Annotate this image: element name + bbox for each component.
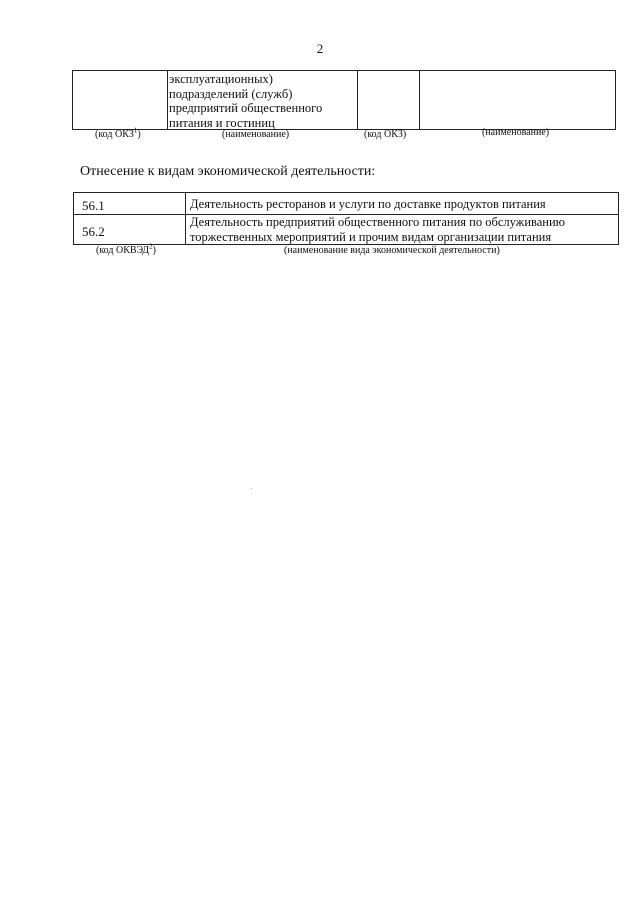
page-number: 2 (316, 41, 324, 56)
okz-column-divider (357, 71, 358, 129)
okved-column-divider (185, 193, 186, 244)
okved-activity-name: Деятельность ресторанов и услуги по доставке продуктов питания (190, 197, 546, 211)
okved-table (73, 192, 619, 245)
okved-code: 56.2 (82, 224, 105, 239)
okz-column-divider (167, 71, 168, 129)
okz-code-caption-2: (код ОКЗ) (364, 129, 407, 140)
scan-speck (251, 488, 252, 489)
okved-name-line: Деятельность предприятий общественного питания по обслуживанию (190, 215, 566, 229)
okz-name-line: эксплуатационных) (169, 72, 273, 86)
okz-code-caption: (код ОКЗ$^1$) (95, 126, 141, 140)
okz-name-line: подразделений (служб) (169, 86, 293, 101)
okved-activity-name (190, 215, 565, 245)
okved-name-line: торжественных мероприятий и прочим видам организации питания (190, 230, 552, 244)
okz-name-caption: (наименование) (222, 129, 290, 140)
okved-name-caption: (наименование вида экономической деятельности) (284, 245, 500, 256)
okz-occupation-name (169, 72, 353, 130)
okz-column-divider (419, 71, 420, 129)
section-title: Отнесение к видам экономической деятельности: (80, 164, 376, 179)
okz-table (72, 70, 616, 130)
okved-code: 56.1 (82, 198, 105, 213)
okz-name-caption-2: (наименование) (482, 127, 550, 138)
okz-name-line: предприятий общественного (169, 101, 323, 115)
okz-name-line: питания и гостиниц (169, 115, 275, 130)
okved-code-caption: (код ОКВЭД$^2$) (96, 242, 156, 256)
